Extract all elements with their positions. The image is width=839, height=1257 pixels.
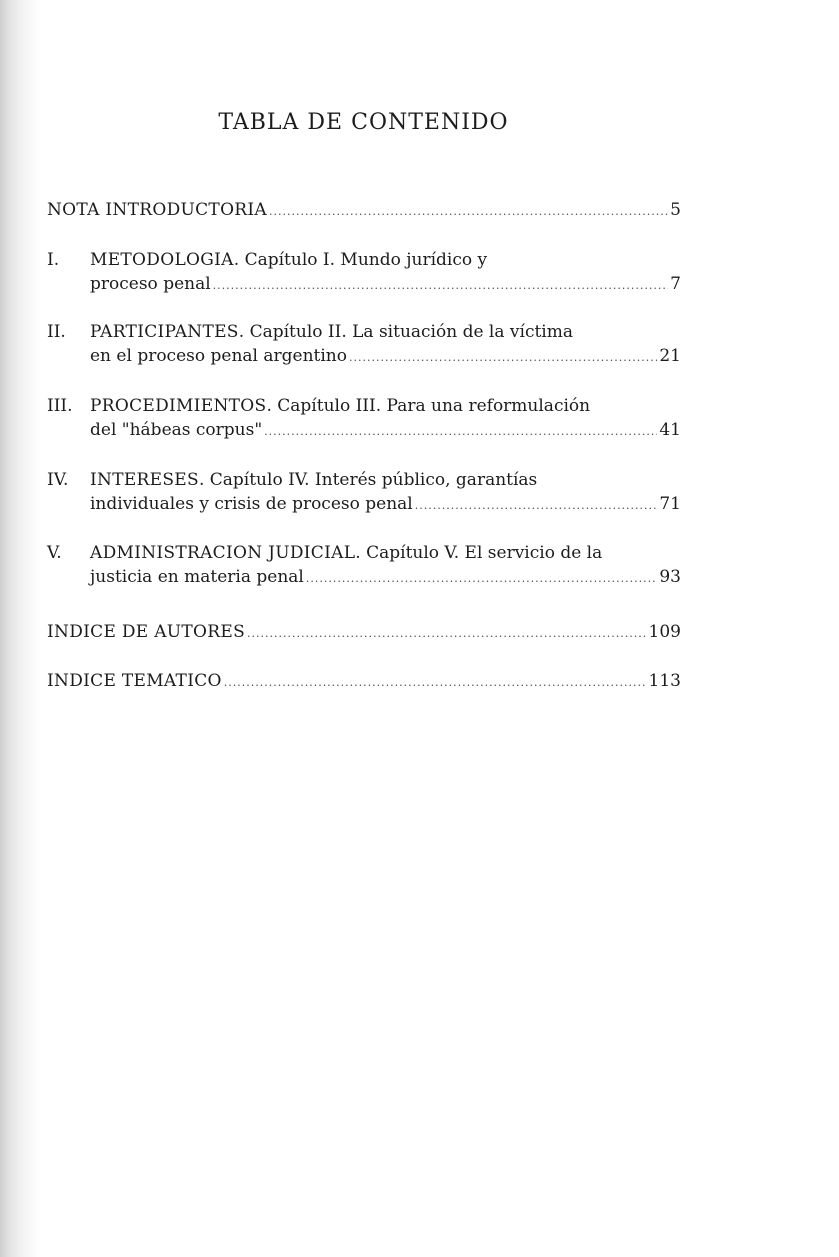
chapter-number: V. [47,543,62,563]
chapter-title-cont: justicia en materia penal [90,567,304,587]
dot-leader [269,200,668,224]
chapter-number: III. [47,396,73,416]
toc-entry-heading: NOTA INTRODUCTORIA [47,200,267,220]
toc-page-number: 41 [659,420,681,440]
chapter-title-cont: proceso penal [90,274,211,294]
toc-entry-chapter-3 [47,394,681,444]
chapter-number: IV. [47,470,69,490]
toc-entry-indice-tematico [47,669,681,695]
toc-page-number: 5 [670,200,681,220]
toc-page-number: 113 [648,671,681,691]
dot-leader [213,274,669,298]
chapter-title: . Capítulo III. Para una reformulación [266,396,591,416]
chapter-title-cont: del "hábeas corpus" [90,420,263,440]
chapter-heading: PARTICIPANTES [90,322,239,342]
dot-leader [247,622,647,646]
chapter-heading: PROCEDIMIENTOS [90,396,267,416]
chapter-number: I. [47,250,60,270]
toc-entry-nota-introductoria [47,198,681,224]
toc-entry-heading: INDICE TEMATICO [47,671,222,691]
toc-entry-chapter-5 [47,541,681,591]
toc-entry-heading: INDICE DE AUTORES [47,622,246,642]
chapter-heading: INTERESES [90,470,199,490]
toc-page-number: 7 [670,274,681,294]
toc-entry-chapter-1 [47,248,681,298]
page-title: TABLA DE CONTENIDO [218,110,509,135]
dot-leader [415,494,658,518]
chapter-heading: METODOLOGIA [90,250,234,270]
dot-leader [224,671,647,695]
dot-leader [306,567,658,591]
chapter-title-cont: individuales y crisis de proceso penal [90,494,413,514]
toc-entry-chapter-4 [47,468,681,518]
dot-leader [264,420,657,444]
toc-page-number: 21 [659,346,681,366]
toc-page-number: 71 [659,494,681,514]
toc-entry-indice-autores [47,620,681,646]
chapter-title: . Capítulo II. La situación de la víctima [238,322,573,342]
chapter-title: . Capítulo V. El servicio de la [355,543,603,563]
chapter-title: . Capítulo I. Mundo jurídico y [233,250,488,270]
toc-entry-chapter-2 [47,320,681,370]
dot-leader [349,346,657,370]
chapter-title-cont: en el proceso penal argentino [90,346,347,366]
chapter-title: . Capítulo IV. Interés público, garantías [198,470,538,490]
chapter-heading: ADMINISTRACION JUDICIAL [90,543,356,563]
chapter-number: II. [47,322,66,342]
toc-page-number: 93 [659,567,681,587]
toc-page-number: 109 [648,622,681,642]
